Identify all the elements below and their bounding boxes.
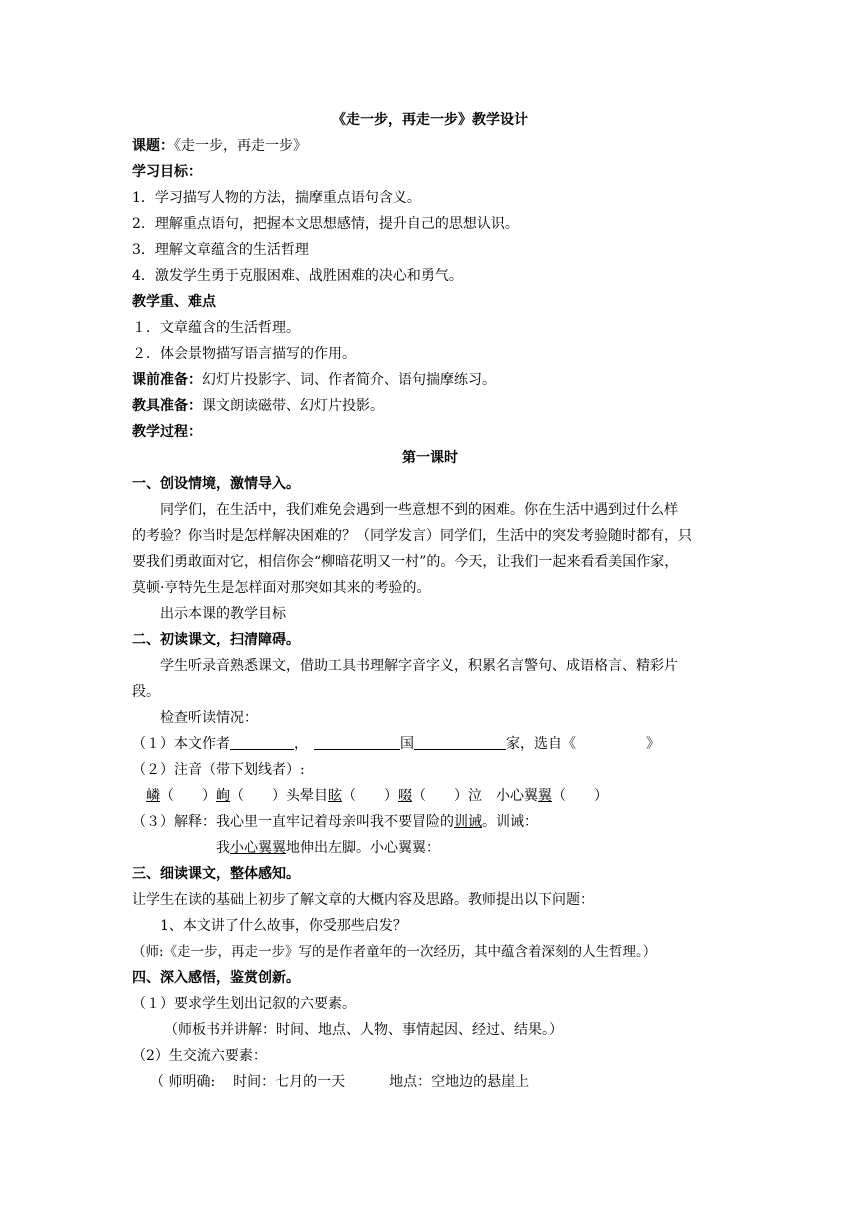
q3-text-c: 。训诫： <box>482 814 538 830</box>
section3-answer: （师:《走一步，再走一步》写的是作者童年的一次经历，其中蕴含着深刻的人生哲理。） <box>132 944 657 960</box>
prep-line <box>132 370 496 390</box>
section2-heading: 二、初读课文，扫清障碍。 <box>132 632 300 648</box>
section2-paragraph-line: 段。 <box>132 684 160 700</box>
key-point-item: ２．体会景物描写语言描写的作用。 <box>132 346 356 362</box>
prep-value: 幻灯片投影字、词、作者简介、语句揣摩练习。 <box>202 372 496 388</box>
section3-intro: 让学生在读的基础上初步了解文章的大概内容及思路。教师提出以下问题： <box>132 892 594 908</box>
pinyin-word: 峋 <box>216 788 230 804</box>
q3-term: 训诫 <box>454 814 482 830</box>
q1-text-b: ， <box>294 736 308 752</box>
tools-line <box>132 396 384 416</box>
question-3b <box>216 838 440 858</box>
pinyin-blank: （ ） <box>342 788 398 804</box>
q1-text-d: 家，选自《 <box>506 736 576 752</box>
section1-paragraph-line: 莫顿·亨特先生是怎样面对那突如其来的考验的。 <box>132 580 431 596</box>
pinyin-word: 啜 <box>398 788 412 804</box>
pinyin-blank: （ ）泣 小心翼 <box>412 788 538 804</box>
q3-text-a: （３）解释：我心里一直牢记着母亲叫我不要冒险的 <box>132 814 454 830</box>
section1-paragraph-line: 同学们，在生活中，我们难免会遇到一些意想不到的困难。你在生活中遇到过什么样 <box>160 502 678 518</box>
pinyin-word: 眩 <box>328 788 342 804</box>
section1-heading: 一、创设情境，激情导入。 <box>132 476 300 492</box>
author-blank[interactable] <box>230 735 294 750</box>
pinyin-word: 嶙 <box>146 788 160 804</box>
section4-heading: 四、深入感悟，鉴赏创新。 <box>132 970 300 986</box>
objective-item: 1．学习描写人物的方法，揣摩重点语句含义。 <box>132 190 421 206</box>
q1-text-a: （１）本文作者 <box>132 736 230 752</box>
final-place: 地点：空地边的悬崖上 <box>389 1074 530 1090</box>
final-label: （ 师明确: <box>150 1074 216 1090</box>
q3b-term: 小心翼翼 <box>230 840 286 856</box>
objectives-heading: 学习目标： <box>132 164 202 180</box>
question-1 <box>132 734 660 754</box>
section1-note: 出示本课的教学目标 <box>160 606 286 622</box>
pinyin-blank: （ ） <box>160 788 216 804</box>
key-point-item: １．文章蕴含的生活哲理。 <box>132 320 300 336</box>
section4-final <box>150 1072 529 1092</box>
section3-question: 1、本文讲了什么故事，你受那些启发？ <box>160 918 407 934</box>
final-time: 时间：七月的一天 <box>233 1074 346 1090</box>
pinyin-blank: （ ）头晕目 <box>230 788 328 804</box>
prep-label: 课前准备： <box>132 372 202 388</box>
section2-check: 检查听读情况： <box>160 710 258 726</box>
topic-line <box>132 136 307 156</box>
section2-paragraph-line: 学生听录音熟悉课文，借助工具书理解字音字义，积累名言警句、成语格言、精彩片 <box>160 658 678 674</box>
pinyin-blank: （ ） <box>552 788 608 804</box>
q3b-text-a: 我 <box>216 840 230 856</box>
q1-text-c: 国 <box>400 736 414 752</box>
section1-paragraph-line: 要我们勇敢面对它，相信你会“柳暗花明又一村”的。今天，让我们一起来看看美国作家， <box>132 554 679 570</box>
document-title: 《走一步，再走一步》教学设计 <box>332 112 528 128</box>
pinyin-row <box>146 786 608 806</box>
tools-value: 课文朗读磁带、幻灯片投影。 <box>202 398 384 414</box>
tools-label: 教具准备： <box>132 398 202 414</box>
q3b-text-c: 地伸出左脚。小心翼翼： <box>286 840 440 856</box>
q1-text-e: 》 <box>646 736 660 752</box>
objective-item: 4．激发学生勇于克服困难、战胜困难的决心和勇气。 <box>132 268 463 284</box>
process-heading: 教学过程： <box>132 424 202 440</box>
objective-item: 3．理解文章蕴含的生活哲理 <box>132 242 309 258</box>
profession-blank[interactable] <box>414 735 506 750</box>
country-blank[interactable] <box>314 735 400 750</box>
topic-label: 课题： <box>132 138 174 154</box>
question-2: （２）注音（带下划线者）: <box>132 762 305 778</box>
topic-value: 《走一步，再走一步》 <box>174 138 307 154</box>
section4-item: （2）生交流六要素： <box>132 1048 267 1064</box>
section4-item: （１）要求学生划出记叙的六要素。 <box>132 996 356 1012</box>
section3-heading: 三、细读课文，整体感知。 <box>132 866 300 882</box>
question-3 <box>132 812 538 832</box>
objective-item: 2．理解重点语句，把握本文思想感情，提升自己的思想认识。 <box>132 216 519 232</box>
section1-paragraph-line: 的考验？你当时是怎样解决困难的？（同学发言）同学们，生活中的突发考验随时都有，只 <box>132 528 692 544</box>
key-points-heading: 教学重、难点 <box>132 294 216 310</box>
pinyin-word: 翼 <box>538 788 552 804</box>
lesson-title: 第一课时 <box>402 450 458 466</box>
section4-item: （师板书并讲解：时间、地点、人物、事情起因、经过、结果。） <box>164 1022 563 1038</box>
